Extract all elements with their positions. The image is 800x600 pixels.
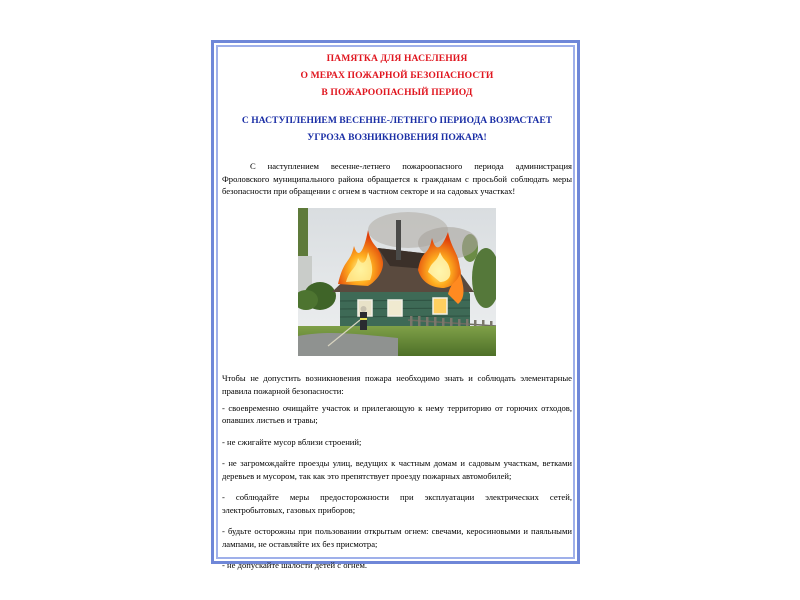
title-line: О МЕРАХ ПОЖАРНОЙ БЕЗОПАСНОСТИ <box>300 70 494 81</box>
memo-page <box>222 50 572 580</box>
rule-item: - будьте осторожны при пользовании открытым огнем: свечами, керосиновыми и паяльными лампами, не оставляйте их без присмотра; <box>222 525 572 549</box>
rules-lead-paragraph: Чтобы не допустить возникновения пожара необходимо знать и соблюдать элементарные правила пожарной безопасности: <box>222 373 572 396</box>
subtitle-line: С НАСТУПЛЕНИЕМ ВЕСЕННЕ-ЛЕТНЕГО ПЕРИОДА ВОЗРАСТАЕТ <box>241 115 553 126</box>
title-line: ПАМЯТКА ДЛЯ НАСЕЛЕНИЯ <box>326 53 468 64</box>
memo-subtitle <box>222 112 572 146</box>
rules-list <box>222 402 572 572</box>
memo-title <box>222 50 572 101</box>
subtitle-line: УГРОЗА ВОЗНИКНОВЕНИЯ ПОЖАРА! <box>307 132 487 143</box>
rule-item: - соблюдайте меры предосторожности при эксплуатации электрических сетей, электробытовых, газовых приборов; <box>222 491 572 515</box>
intro-paragraph: С наступлением весенне-летнего пожароопасного периода администрация Фроловского муниципального района обращается к гражданам с просьбой соблюдать меры безопасности при обращении с огнем в частном секторе и на садовых участках! <box>222 161 572 197</box>
rule-item: - не допускайте шалости детей с огнем. <box>222 559 368 570</box>
rule-item: - своевременно очищайте участок и прилегающую к нему территорию от горючих отходов, опавших листьев и травы; <box>222 402 572 426</box>
rule-item: - не сжигайте мусор вблизи строений; <box>222 436 362 447</box>
burning-house-photo <box>298 208 496 356</box>
title-line: В ПОЖАРООПАСНЫЙ ПЕРИОД <box>321 87 473 98</box>
rule-item: - не загромождайте проезды улиц, ведущих к частным домам и садовым участкам, ветками деревьев и мусором, так как это препятствует проезду пожарных автомобилей; <box>222 457 572 481</box>
